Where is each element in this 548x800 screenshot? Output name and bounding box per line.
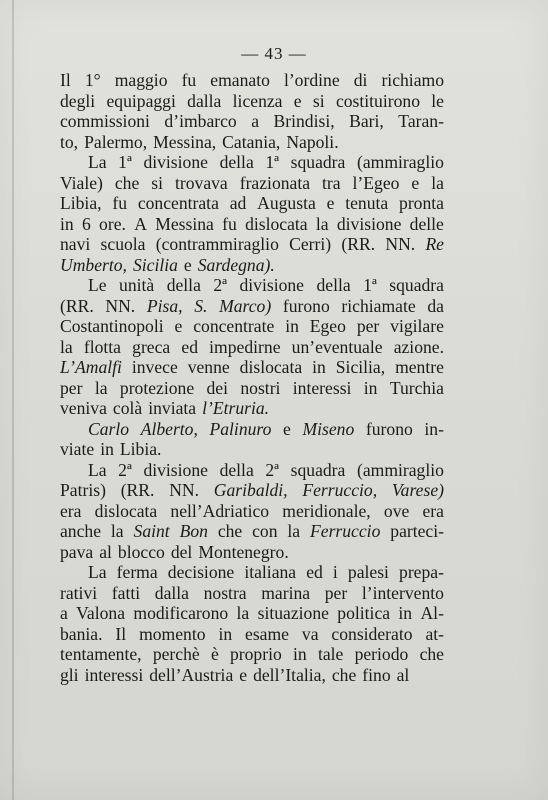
text-line [60, 480, 444, 501]
text-line [60, 562, 444, 583]
word: richiamate [341, 295, 416, 316]
word: 1ª [265, 152, 280, 172]
word: in [218, 623, 233, 644]
word: 2ª [213, 275, 228, 295]
text-line [60, 111, 444, 132]
word: la [60, 336, 73, 357]
word: Sicilia [132, 254, 178, 275]
word: Brindisi, [273, 111, 335, 131]
word: Sicilia, [335, 357, 386, 377]
word: della [219, 459, 254, 480]
word: Alberto, [140, 418, 198, 439]
word: a [251, 111, 260, 131]
word: va [301, 623, 319, 644]
word: e [293, 90, 302, 111]
word: flotta [83, 336, 121, 357]
word: inviata [148, 398, 197, 418]
word: fino [362, 664, 391, 685]
word: che [114, 172, 140, 193]
word: che [217, 521, 243, 541]
word: Taran- [398, 111, 444, 131]
word: momento [139, 623, 206, 644]
word: divisione [143, 459, 208, 480]
word: equipaggi [106, 90, 176, 111]
word: dislocata [245, 213, 308, 234]
word: Egeo [309, 316, 346, 336]
word: Palinuro [209, 418, 272, 439]
word: ferma [116, 562, 158, 582]
word: tenuta [345, 193, 389, 213]
word: La [88, 459, 107, 480]
word: Libia. [119, 439, 162, 459]
word: viate [60, 439, 95, 459]
word: pronta [399, 193, 444, 213]
word: dell’Austria [149, 664, 234, 685]
word: considerato [331, 623, 413, 644]
word: impedirne [209, 336, 281, 357]
word: gli [60, 664, 79, 685]
word: fu [222, 213, 237, 234]
word: Re [425, 234, 444, 254]
word: blocco [117, 541, 165, 562]
text-line [60, 173, 444, 194]
word: mentre [395, 357, 444, 377]
word: nell’Adriatico [170, 500, 270, 521]
word: d’imbarco [164, 111, 237, 131]
word: Augusta [257, 193, 316, 213]
word: la [94, 377, 108, 398]
word: in [312, 357, 326, 377]
word: concentrata [137, 193, 219, 213]
word: l’intervento [361, 582, 444, 603]
word: marina [261, 582, 311, 603]
word: dell’Italia, [253, 664, 326, 685]
word: ove [383, 500, 410, 521]
word: pava [60, 541, 94, 562]
word: azione. [393, 336, 444, 357]
word: Miseno [302, 418, 355, 439]
word: l’Etruria. [202, 398, 270, 418]
word: delle [409, 213, 444, 234]
text-line [60, 337, 444, 358]
word: dislocata [94, 500, 158, 521]
word: politica [337, 603, 391, 623]
word: bania. [60, 623, 103, 644]
word: al [396, 664, 410, 685]
word: S. [194, 295, 208, 316]
text-line [60, 398, 444, 419]
word: tale [317, 644, 344, 664]
word: della [219, 152, 254, 172]
word: Ferruccio, [302, 480, 378, 500]
word: in- [424, 418, 444, 439]
text-line [60, 419, 444, 440]
word: furono [365, 418, 413, 439]
word: 6 [81, 213, 91, 234]
word: fatti [111, 582, 141, 603]
text-line [60, 193, 444, 214]
word: Costantinopoli [60, 316, 164, 336]
word: la [110, 521, 124, 541]
word: Al- [420, 603, 444, 623]
word: colà [112, 398, 143, 418]
word: 2ª [118, 459, 132, 480]
word: in [363, 377, 378, 398]
word: scuola [100, 234, 146, 254]
word: anche [60, 521, 102, 541]
word: Libia, [60, 193, 102, 213]
word: furono [282, 295, 330, 316]
text-line [60, 214, 444, 235]
word: era [422, 500, 444, 521]
word: commissioni [60, 111, 150, 131]
word: in [100, 439, 114, 459]
text-line [60, 501, 444, 522]
word: Patris) [60, 480, 106, 500]
word: situazione [257, 603, 329, 623]
word: per [60, 377, 83, 398]
page-spine-shadow [12, 0, 14, 800]
page-number: — 43 — [241, 44, 307, 63]
word: rativi [60, 582, 98, 603]
word: e [411, 172, 420, 193]
word: ad [229, 193, 247, 213]
word: 1ª [363, 275, 377, 295]
text-line [60, 521, 444, 542]
word: Pisa, [146, 295, 183, 316]
word: e [239, 664, 248, 685]
word: (RR. [120, 480, 155, 500]
word: italiana [244, 562, 297, 582]
word: La [88, 562, 107, 582]
word: del [170, 541, 193, 562]
word: parteci- [390, 521, 444, 541]
word: (RR. [60, 295, 94, 316]
text-line [60, 603, 444, 624]
body-text [60, 70, 444, 685]
word: ed [181, 336, 199, 357]
word: (RR. [341, 234, 376, 254]
word: at- [425, 623, 444, 644]
word: nostra [203, 582, 247, 603]
word: Bari, [349, 111, 384, 131]
word: 1ª [118, 152, 132, 172]
word: A [134, 213, 147, 234]
word: in [60, 213, 74, 234]
word: Ferruccio [310, 521, 381, 541]
word: Catania, [222, 131, 281, 152]
word: si [312, 90, 325, 111]
word: palesi [347, 562, 389, 582]
word: Saint [133, 521, 170, 541]
text-line [60, 152, 444, 173]
word: divisione [336, 213, 402, 234]
word: tentamente, [60, 644, 142, 664]
word: al [99, 541, 112, 562]
text-line [60, 357, 444, 378]
text-line [60, 255, 444, 276]
word: fu [181, 70, 197, 90]
word: in [293, 644, 307, 664]
word: le [431, 90, 444, 111]
word: e [283, 418, 291, 439]
word: NN. [385, 234, 416, 254]
word: Bon [179, 521, 208, 541]
word: dalla [187, 90, 222, 111]
word: perchè [152, 644, 200, 664]
word: della [166, 275, 201, 295]
word: in [398, 603, 413, 623]
word: Umberto, [60, 254, 127, 275]
word: Il [115, 623, 127, 644]
text-line [60, 275, 444, 296]
word: (contrammiraglio [155, 234, 279, 254]
word: prepa- [399, 562, 444, 582]
text-line [60, 91, 444, 112]
word: l’Egeo [352, 172, 400, 193]
word: Montenegro. [198, 541, 289, 562]
word: che [331, 664, 357, 685]
word: e [183, 254, 192, 275]
word: veniva [60, 398, 107, 418]
word: divisione [143, 152, 208, 172]
word: maggio [114, 70, 168, 90]
word: l’ordine [283, 70, 340, 90]
word: divisione [239, 275, 304, 295]
word: Messina [155, 213, 214, 234]
text-line [60, 439, 444, 460]
word: la [236, 603, 250, 623]
word: 2ª [265, 459, 280, 480]
word: con [252, 521, 278, 541]
word: dalla [154, 582, 189, 603]
word: Carlo [88, 418, 130, 439]
word: Le [88, 275, 107, 295]
word: interessi [292, 377, 352, 398]
word: della [316, 275, 351, 295]
word: squadra [389, 275, 444, 295]
word: Napoli. [286, 131, 339, 152]
word: Garibaldi, [213, 480, 288, 500]
word: Valona [76, 603, 126, 623]
word: NN. [105, 295, 136, 316]
word: ed [306, 562, 323, 582]
word: modificarono [133, 603, 229, 623]
word: decisione [167, 562, 235, 582]
text-line [60, 583, 444, 604]
word: dislocata [239, 357, 303, 377]
text-line [60, 316, 444, 337]
word: unità [119, 275, 155, 295]
word: in [285, 316, 299, 336]
word: frazionata [239, 172, 311, 193]
word: nostri [240, 377, 281, 398]
word: squadra [290, 152, 346, 172]
word: che [419, 644, 444, 664]
word: da [427, 295, 444, 316]
word: la [315, 213, 329, 234]
text-line [60, 234, 444, 255]
word: la [431, 172, 444, 193]
text-line [60, 70, 444, 91]
word: interessi [84, 664, 144, 685]
word: Varese) [391, 480, 444, 500]
word: e [326, 193, 335, 213]
word: i [332, 562, 338, 582]
word: Sardegna). [197, 254, 275, 275]
word: Viale) [60, 172, 103, 193]
text-line [60, 644, 444, 665]
word: venne [187, 357, 230, 377]
word: (ammiraglio [356, 152, 444, 172]
word: concentrate [193, 316, 275, 336]
word: proprio [229, 644, 282, 664]
word: per [356, 316, 380, 336]
word: Messina, [153, 131, 217, 152]
word: fu [112, 193, 127, 213]
word: NN. [169, 480, 200, 500]
word: La [88, 152, 107, 172]
word: è [210, 644, 219, 664]
text-line [60, 132, 444, 153]
word: costituirono [335, 90, 420, 111]
word: emanato [210, 70, 270, 90]
word: a [60, 603, 68, 623]
word: richiamo [381, 70, 444, 90]
word: era [60, 500, 82, 521]
word: squadra [290, 459, 346, 480]
word: degli [60, 90, 96, 111]
text-line [60, 378, 444, 399]
word: (ammiraglio [356, 459, 444, 480]
text-line [60, 665, 444, 686]
word: dei [206, 377, 228, 398]
text-line [60, 542, 444, 563]
word: Palermo, [84, 131, 148, 152]
word: si [151, 172, 164, 193]
word: Il [60, 70, 71, 90]
word: un’eventuale [291, 336, 383, 357]
word: e [174, 316, 183, 336]
word: L’Amalfi [60, 357, 122, 377]
word: trovava [174, 172, 228, 193]
word: 1° [84, 70, 101, 90]
word: di [353, 70, 368, 90]
word: vigilare [390, 316, 444, 336]
word: licenza [232, 90, 283, 111]
text-line [60, 624, 444, 645]
word: meridionale, [282, 500, 371, 521]
word: la [287, 521, 301, 541]
word: Cerri) [289, 234, 332, 254]
word: ore. [99, 213, 126, 234]
word: navi [60, 234, 91, 254]
word: periodo [354, 644, 409, 664]
word: to, [60, 131, 79, 152]
word: Marco) [219, 295, 272, 316]
word: esame [245, 623, 289, 644]
word: protezione [119, 377, 195, 398]
word: Turchia [389, 377, 444, 398]
word: greca [132, 336, 171, 357]
text-line [60, 296, 444, 317]
word: per [324, 582, 348, 603]
word: invece [131, 357, 178, 377]
word: tra [322, 172, 341, 193]
text-line [60, 460, 444, 481]
